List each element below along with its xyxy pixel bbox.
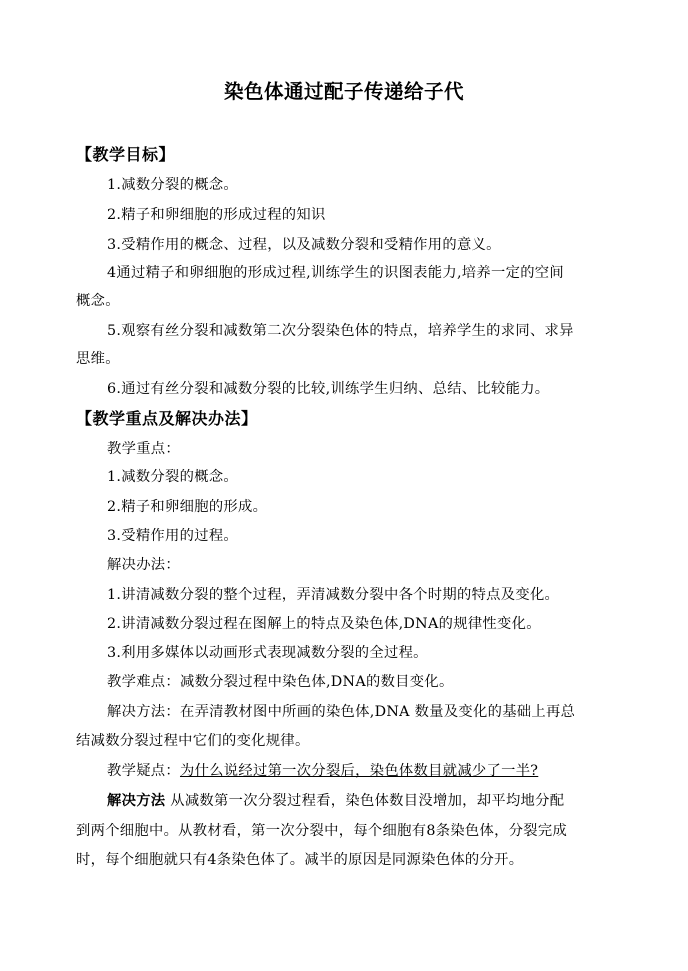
doubt-label: 教学疑点： (107, 763, 180, 779)
keypoints-heading: 【教学重点及解决办法】 (76, 409, 258, 428)
focus-item: 3.受精作用的过程。 (107, 528, 239, 544)
objective-item: 5.观察有丝分裂和减数第二次分裂染色体的特点，培养学生的求同、求异 (107, 323, 574, 339)
doubt-line (107, 760, 647, 780)
objective-item-continued: 概念。 (76, 293, 120, 309)
doubt-solution (107, 790, 647, 810)
doubt-solution-label: 解决方法 (107, 793, 166, 809)
difficulty-line: 教学难点：减数分裂过程中染色体,DNA的数目变化。 (107, 674, 454, 690)
objective-item: 2.精子和卵细胞的形成过程的知识 (107, 207, 326, 223)
objectives-heading: 【教学目标】 (76, 145, 176, 164)
solution-item: 2.讲清减数分裂过程在图解上的特点及染色体,DNA的规律性变化。 (107, 616, 541, 632)
difficulty-solution: 解决方法：在弄清教材图中所画的染色体,DNA 数量及变化的基础上再总 (107, 704, 576, 720)
doubt-question: 为什么说经过第一次分裂后，染色体数目就减少了一半? (179, 763, 539, 779)
solution-label: 解决办法： (107, 557, 180, 573)
difficulty-solution-continued: 结减数分裂过程中它们的变化规律。 (76, 733, 310, 749)
objective-item: 3.受精作用的概念、过程，以及减数分裂和受精作用的意义。 (107, 237, 501, 253)
doubt-solution-continued: 时，每个细胞就只有4条染色体了。减半的原因是同源染色体的分开。 (76, 852, 524, 868)
objective-item: 6.通过有丝分裂和减数分裂的比较,训练学生归纳、总结、比较能力。 (107, 381, 550, 397)
focus-item: 2.精子和卵细胞的形成。 (107, 499, 268, 515)
focus-item: 1.减数分裂的概念。 (107, 469, 239, 485)
objective-item-continued: 思维。 (76, 351, 120, 367)
solution-item: 3.利用多媒体以动画形式表现减数分裂的全过程。 (107, 645, 428, 661)
doubt-solution-text: 从减数第一次分裂过程看，染色体数目没增加，却平均地分配 (165, 793, 565, 809)
doubt-solution-continued: 到两个细胞中。从教材看，第一次分裂中，每个细胞有8条染色体，分裂完成 (76, 823, 568, 839)
focus-label: 教学重点： (107, 441, 180, 457)
objective-item: 1.减数分裂的概念。 (107, 177, 239, 193)
objective-item: 4通过精子和卵细胞的形成过程,训练学生的识图表能力,培养一定的空间 (107, 265, 564, 281)
solution-item: 1.讲清减数分裂的整个过程，弄清减数分裂中各个时期的特点及变化。 (107, 587, 560, 603)
document-title: 染色体通过配子传递给子代 (223, 80, 464, 103)
